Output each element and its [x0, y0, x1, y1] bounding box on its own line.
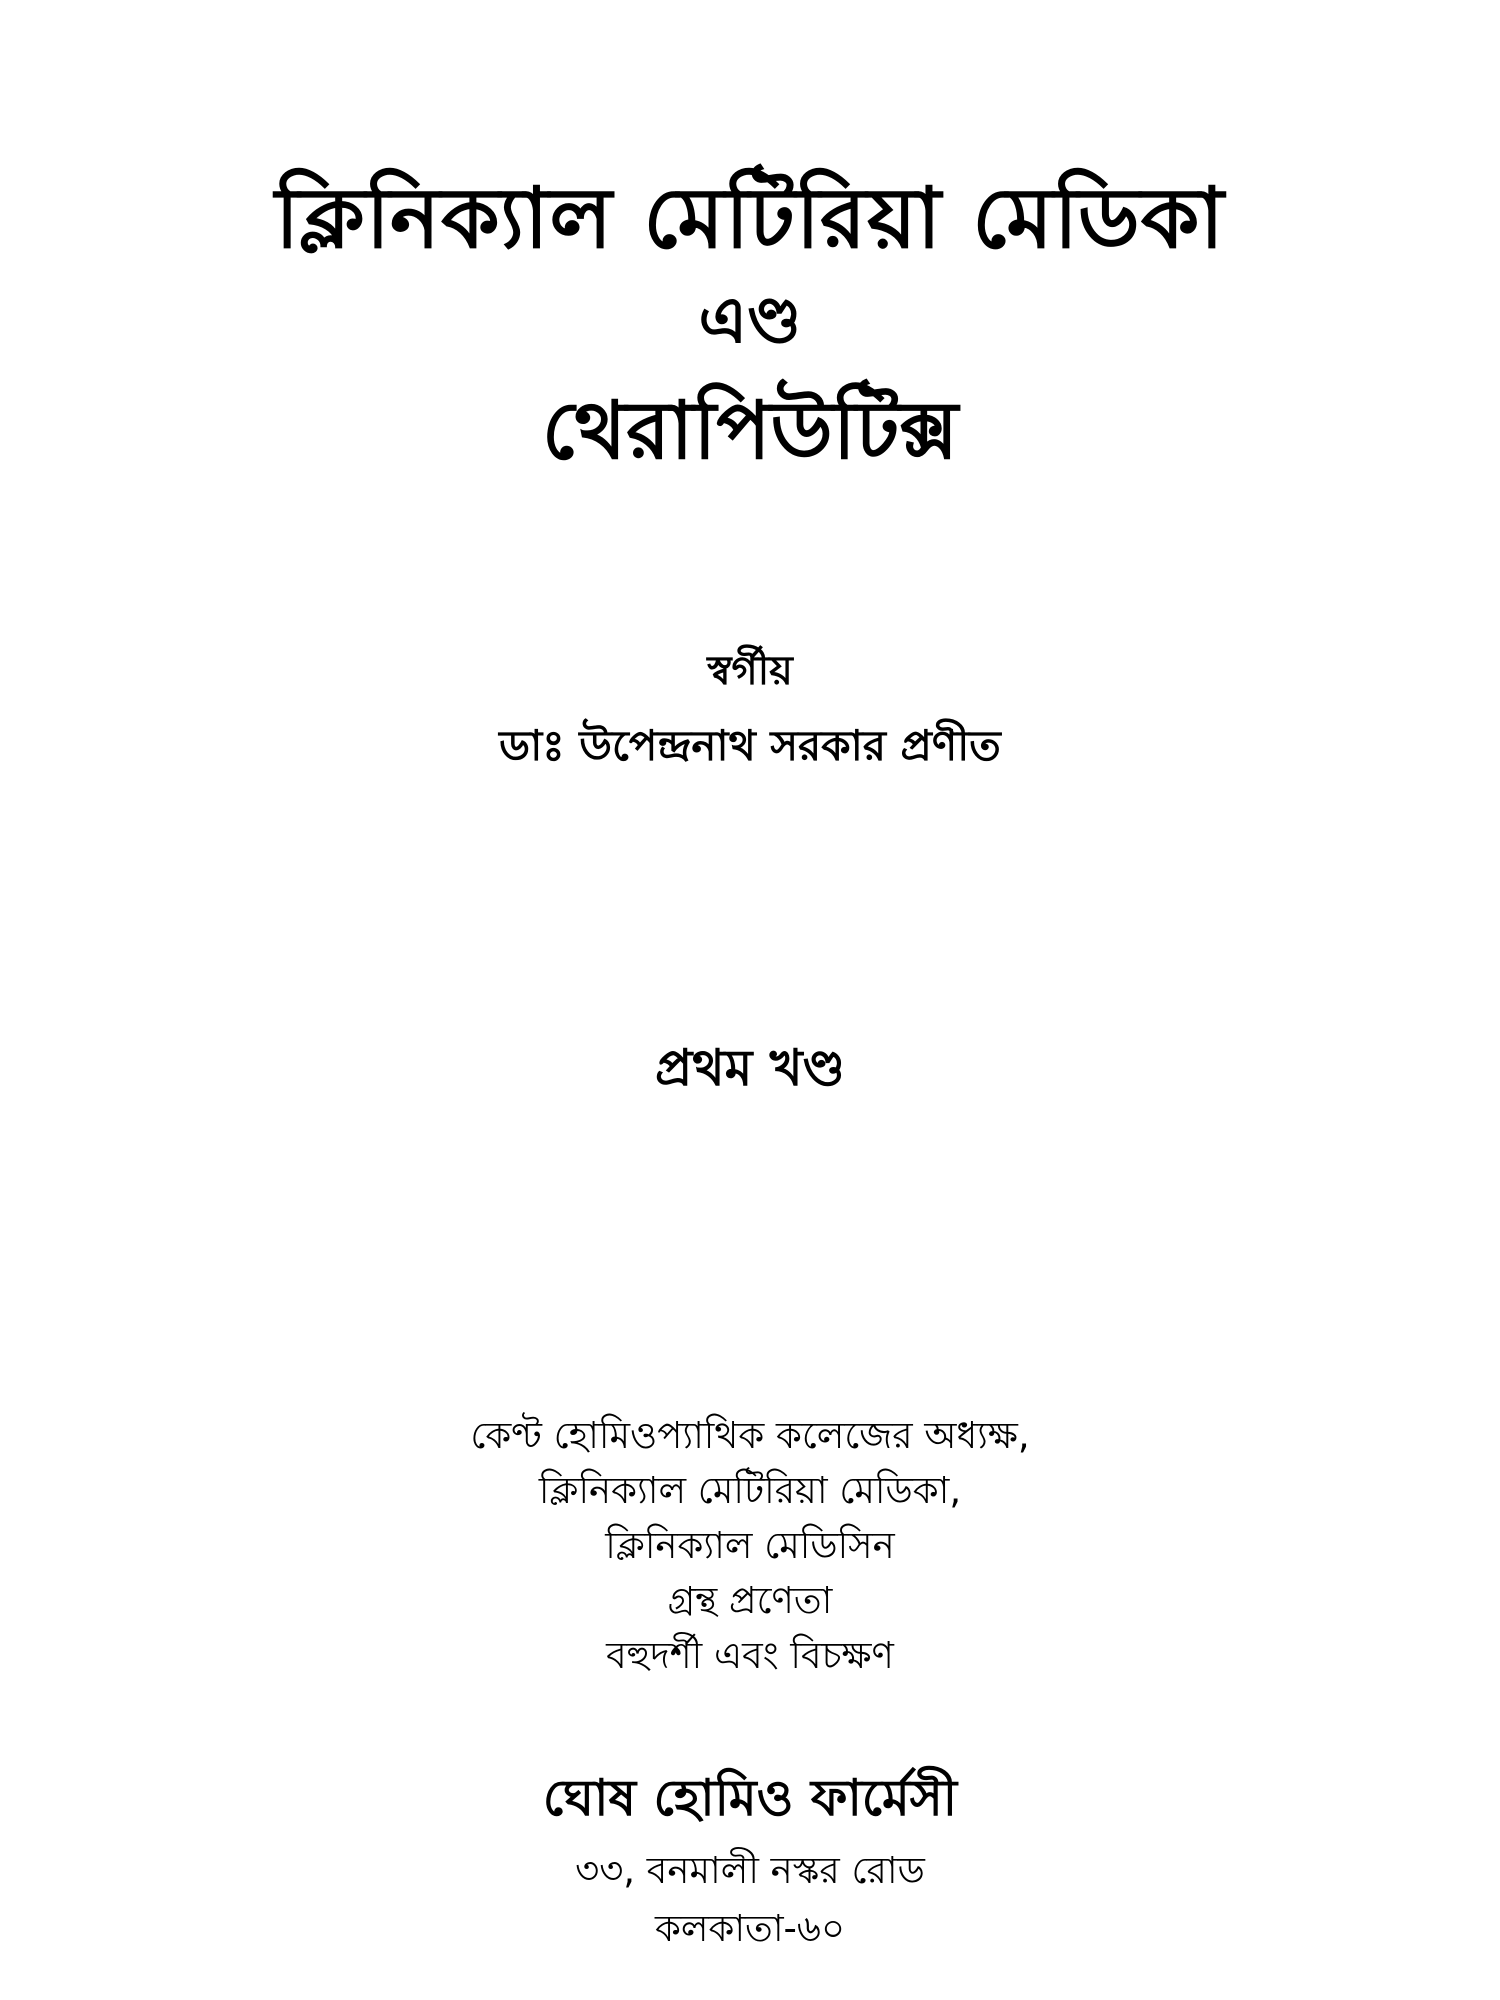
book-title-line-2: এণ্ড	[698, 284, 802, 358]
book-title-line-1: ক্লিনিক্যাল মেটিরিয়া মেডিকা	[275, 169, 1225, 267]
publisher-address-line-2: কলকাতা-৬০	[654, 1907, 846, 1950]
credential-line: ক্লিনিক্যাল মেটিরিয়া মেডিকা,	[538, 1469, 962, 1512]
volume-label: প্রথম খণ্ড	[654, 1039, 846, 1097]
credential-line: বহুদর্শী এবং বিচক্ষণ	[606, 1634, 894, 1677]
credential-line: গ্রন্থ প্রণেতা	[667, 1579, 833, 1622]
author-honorific: স্বর্গীয়	[707, 648, 793, 694]
publisher-name: ঘোষ হোমিও ফার্মেসী	[542, 1769, 958, 1827]
credential-line: ক্লিনিক্যাল মেডিসিন	[605, 1524, 895, 1567]
credential-line: কেণ্ট হোমিওপ্যাথিক কলেজের অধ্যক্ষ,	[470, 1414, 1030, 1457]
publisher-address-line-1: ৩৩, বনমালী নস্কর রোড	[575, 1849, 925, 1892]
author-name: ডাঃ উপেন্দ্রনাথ সরকার প্রণীত	[499, 721, 1001, 770]
book-title-line-3: থেরাপিউটিক্স	[541, 384, 959, 477]
